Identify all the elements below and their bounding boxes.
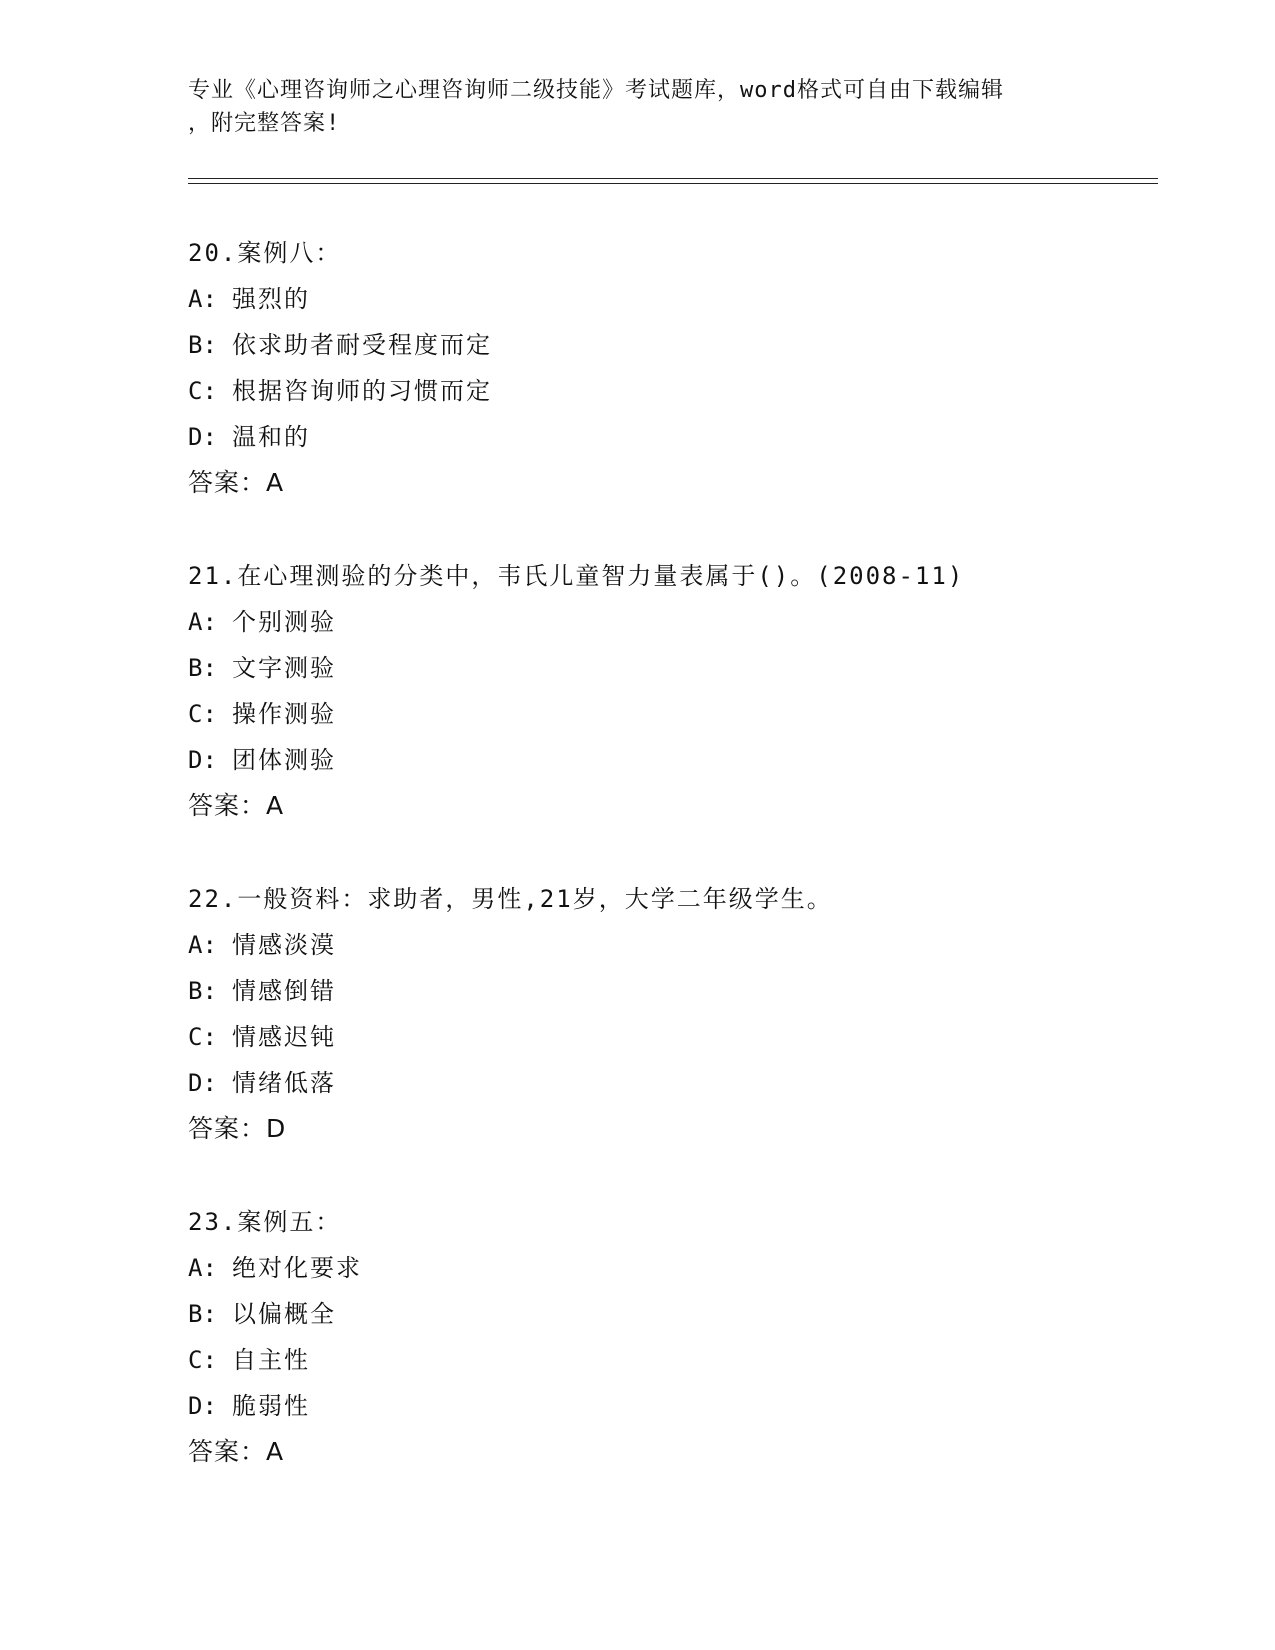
- option-text: 情感迟钝: [232, 1023, 336, 1051]
- option-key: C:: [188, 700, 217, 728]
- option-key: B:: [188, 977, 217, 1005]
- option-a: [188, 1245, 1188, 1291]
- option-c: [188, 1337, 1188, 1383]
- question-block: [188, 876, 1188, 1152]
- option-key: A:: [188, 608, 217, 636]
- option-b: [188, 1291, 1188, 1337]
- option-key: B:: [188, 331, 217, 359]
- option-c: [188, 368, 1188, 414]
- header-divider-top: [188, 178, 1158, 179]
- question-block: [188, 553, 1188, 829]
- option-key: A:: [188, 931, 217, 959]
- option-text: 温和的: [232, 423, 310, 451]
- question-block: [188, 1199, 1188, 1475]
- option-a: [188, 922, 1188, 968]
- header-divider-bottom: [188, 183, 1158, 184]
- option-key: C:: [188, 1023, 217, 1051]
- question-stem: 23.案例五：: [188, 1208, 342, 1236]
- option-text: 根据咨询师的习惯而定: [232, 377, 492, 405]
- option-text: 情感倒错: [232, 977, 336, 1005]
- option-c: [188, 1014, 1188, 1060]
- option-key: B:: [188, 654, 217, 682]
- option-key: D:: [188, 423, 217, 451]
- option-text: 强烈的: [232, 285, 310, 313]
- option-key: A:: [188, 1254, 217, 1282]
- option-b: [188, 322, 1188, 368]
- question-stem: 22.一般资料：求助者，男性,21岁，大学二年级学生。: [188, 885, 833, 913]
- option-d: [188, 737, 1188, 783]
- option-text: 以偏概全: [232, 1300, 336, 1328]
- answer: 答案：A: [188, 468, 285, 497]
- document-header: [188, 74, 1088, 140]
- option-key: B:: [188, 1300, 217, 1328]
- option-text: 文字测验: [232, 654, 336, 682]
- option-key: A:: [188, 285, 217, 313]
- header-line-1: 专业《心理咨询师之心理咨询师二级技能》考试题库，word格式可自由下载编辑: [188, 78, 1004, 103]
- option-text: 情感淡漠: [232, 931, 336, 959]
- answer: 答案：A: [188, 1437, 285, 1466]
- option-d: [188, 1383, 1188, 1429]
- option-b: [188, 968, 1188, 1014]
- option-text: 自主性: [232, 1346, 310, 1374]
- option-a: [188, 599, 1188, 645]
- option-text: 操作测验: [232, 700, 336, 728]
- option-text: 情绪低落: [232, 1069, 336, 1097]
- option-text: 依求助者耐受程度而定: [232, 331, 492, 359]
- option-key: C:: [188, 1346, 217, 1374]
- option-key: C:: [188, 377, 217, 405]
- option-b: [188, 645, 1188, 691]
- option-c: [188, 691, 1188, 737]
- option-text: 绝对化要求: [232, 1254, 362, 1282]
- answer: 答案：A: [188, 791, 285, 820]
- header-line-2: ，附完整答案!: [188, 111, 341, 136]
- option-text: 脆弱性: [232, 1392, 310, 1420]
- option-a: [188, 276, 1188, 322]
- question-stem: 21.在心理测验的分类中，韦氏儿童智力量表属于()。(2008-11): [188, 562, 965, 590]
- option-key: D:: [188, 1069, 217, 1097]
- answer: 答案：D: [188, 1114, 287, 1143]
- option-d: [188, 414, 1188, 460]
- option-key: D:: [188, 746, 217, 774]
- option-key: D:: [188, 1392, 217, 1420]
- option-d: [188, 1060, 1188, 1106]
- question-stem: 20.案例八：: [188, 239, 342, 267]
- option-text: 个别测验: [232, 608, 336, 636]
- question-block: [188, 230, 1188, 506]
- option-text: 团体测验: [232, 746, 336, 774]
